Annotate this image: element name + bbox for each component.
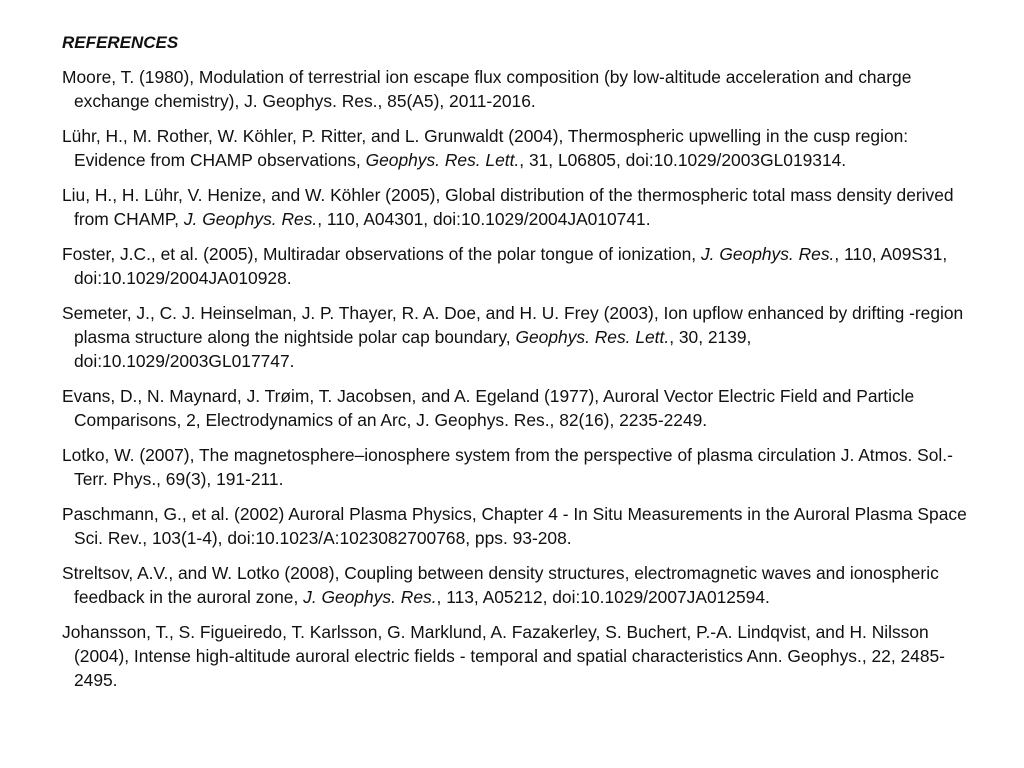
reference-item — [62, 443, 967, 491]
reference-text: Liu, H., H. Lühr, V. Henize, and W. Köhler (2005), Global distribution of the thermospheric total mass density derived from CHAMP, — [62, 185, 954, 229]
reference-item — [62, 620, 967, 692]
reference-details: , 30, 2139, doi:10.1029/2003GL017747. — [74, 327, 752, 371]
reference-journal: J. Geophys. Res. — [700, 244, 835, 264]
reference-text: Streltsov, A.V., and W. Lotko (2008), Coupling between density structures, electromagnetic waves and ionospheric feedback in the auroral zone, — [62, 563, 939, 607]
reference-item — [62, 242, 967, 290]
reference-journal: Geophys. Res. Lett. — [515, 327, 670, 347]
reference-text: Lühr, H., M. Rother, W. Köhler, P. Ritter, and L. Grunwaldt (2004), Thermospheric upwelling in the cusp region: Evidence from CHAMP observations, — [62, 126, 909, 170]
reference-item — [62, 124, 967, 172]
reference-text: Evans, D., N. Maynard, J. Trøim, T. Jacobsen, and A. Egeland (1977), Auroral Vector Electric Field and Particle Comparisons, 2, Electrodynamics of an Arc, J. Geophys. Res., 82(16), 2235-2249. — [62, 386, 915, 430]
reference-text: Lotko, W. (2007), The magnetosphere–ionosphere system from the perspective of plasma circulation J. Atmos. Sol.-Terr. Phys., 69(3), 191-211. — [62, 445, 953, 489]
reference-text: Moore, T. (1980), Modulation of terrestrial ion escape flux composition (by low-altitude acceleration and charge exchange chemistry), J. Geophys. Res., 85(A5), 2011-2016. — [62, 67, 912, 111]
references-heading: REFERENCES — [62, 33, 179, 52]
reference-text: Semeter, J., C. J. Heinselman, J. P. Thayer, R. A. Doe, and H. U. Frey (2003), Ion upflow enhanced by drifting -region plasma structure along the nightside polar cap boundary, — [62, 303, 964, 347]
reference-item — [62, 561, 967, 609]
reference-details: , 113, A05212, doi:10.1029/2007JA012594. — [436, 587, 770, 607]
reference-text: Foster, J.C., et al. (2005), Multiradar observations of the polar tongue of ionization, — [62, 244, 701, 264]
reference-journal: J. Geophys. Res. — [183, 209, 318, 229]
reference-journal: J. Geophys. Res. — [303, 587, 437, 607]
reference-item — [62, 384, 967, 432]
reference-text: Johansson, T., S. Figueiredo, T. Karlsson, G. Marklund, A. Fazakerley, S. Buchert, P.-A. Lindqvist, and H. Nilsson (2004), Intense high-altitude auroral electric fields - temporal and spatial characteristics Ann. Geophys., 22, 2485-2495. — [62, 622, 945, 690]
reference-item — [62, 502, 967, 550]
reference-item — [62, 301, 967, 373]
reference-text: Paschmann, G., et al. (2002) Auroral Plasma Physics, Chapter 4 - In Situ Measurements in the Auroral Plasma Space Sci. Rev., 103(1-4), doi:10.1023/A:1023082700768, pps. 93-208. — [62, 504, 967, 548]
reference-item — [62, 183, 967, 231]
reference-details: , 31, L06805, doi:10.1029/2003GL019314. — [519, 150, 847, 170]
reference-journal: Geophys. Res. Lett. — [365, 150, 520, 170]
reference-details: , 110, A09S31, doi:10.1029/2004JA010928. — [74, 244, 948, 288]
references-slide — [62, 32, 967, 703]
reference-details: , 110, A04301, doi:10.1029/2004JA010741. — [317, 209, 651, 229]
reference-item — [62, 65, 967, 113]
reference-list — [62, 65, 967, 692]
